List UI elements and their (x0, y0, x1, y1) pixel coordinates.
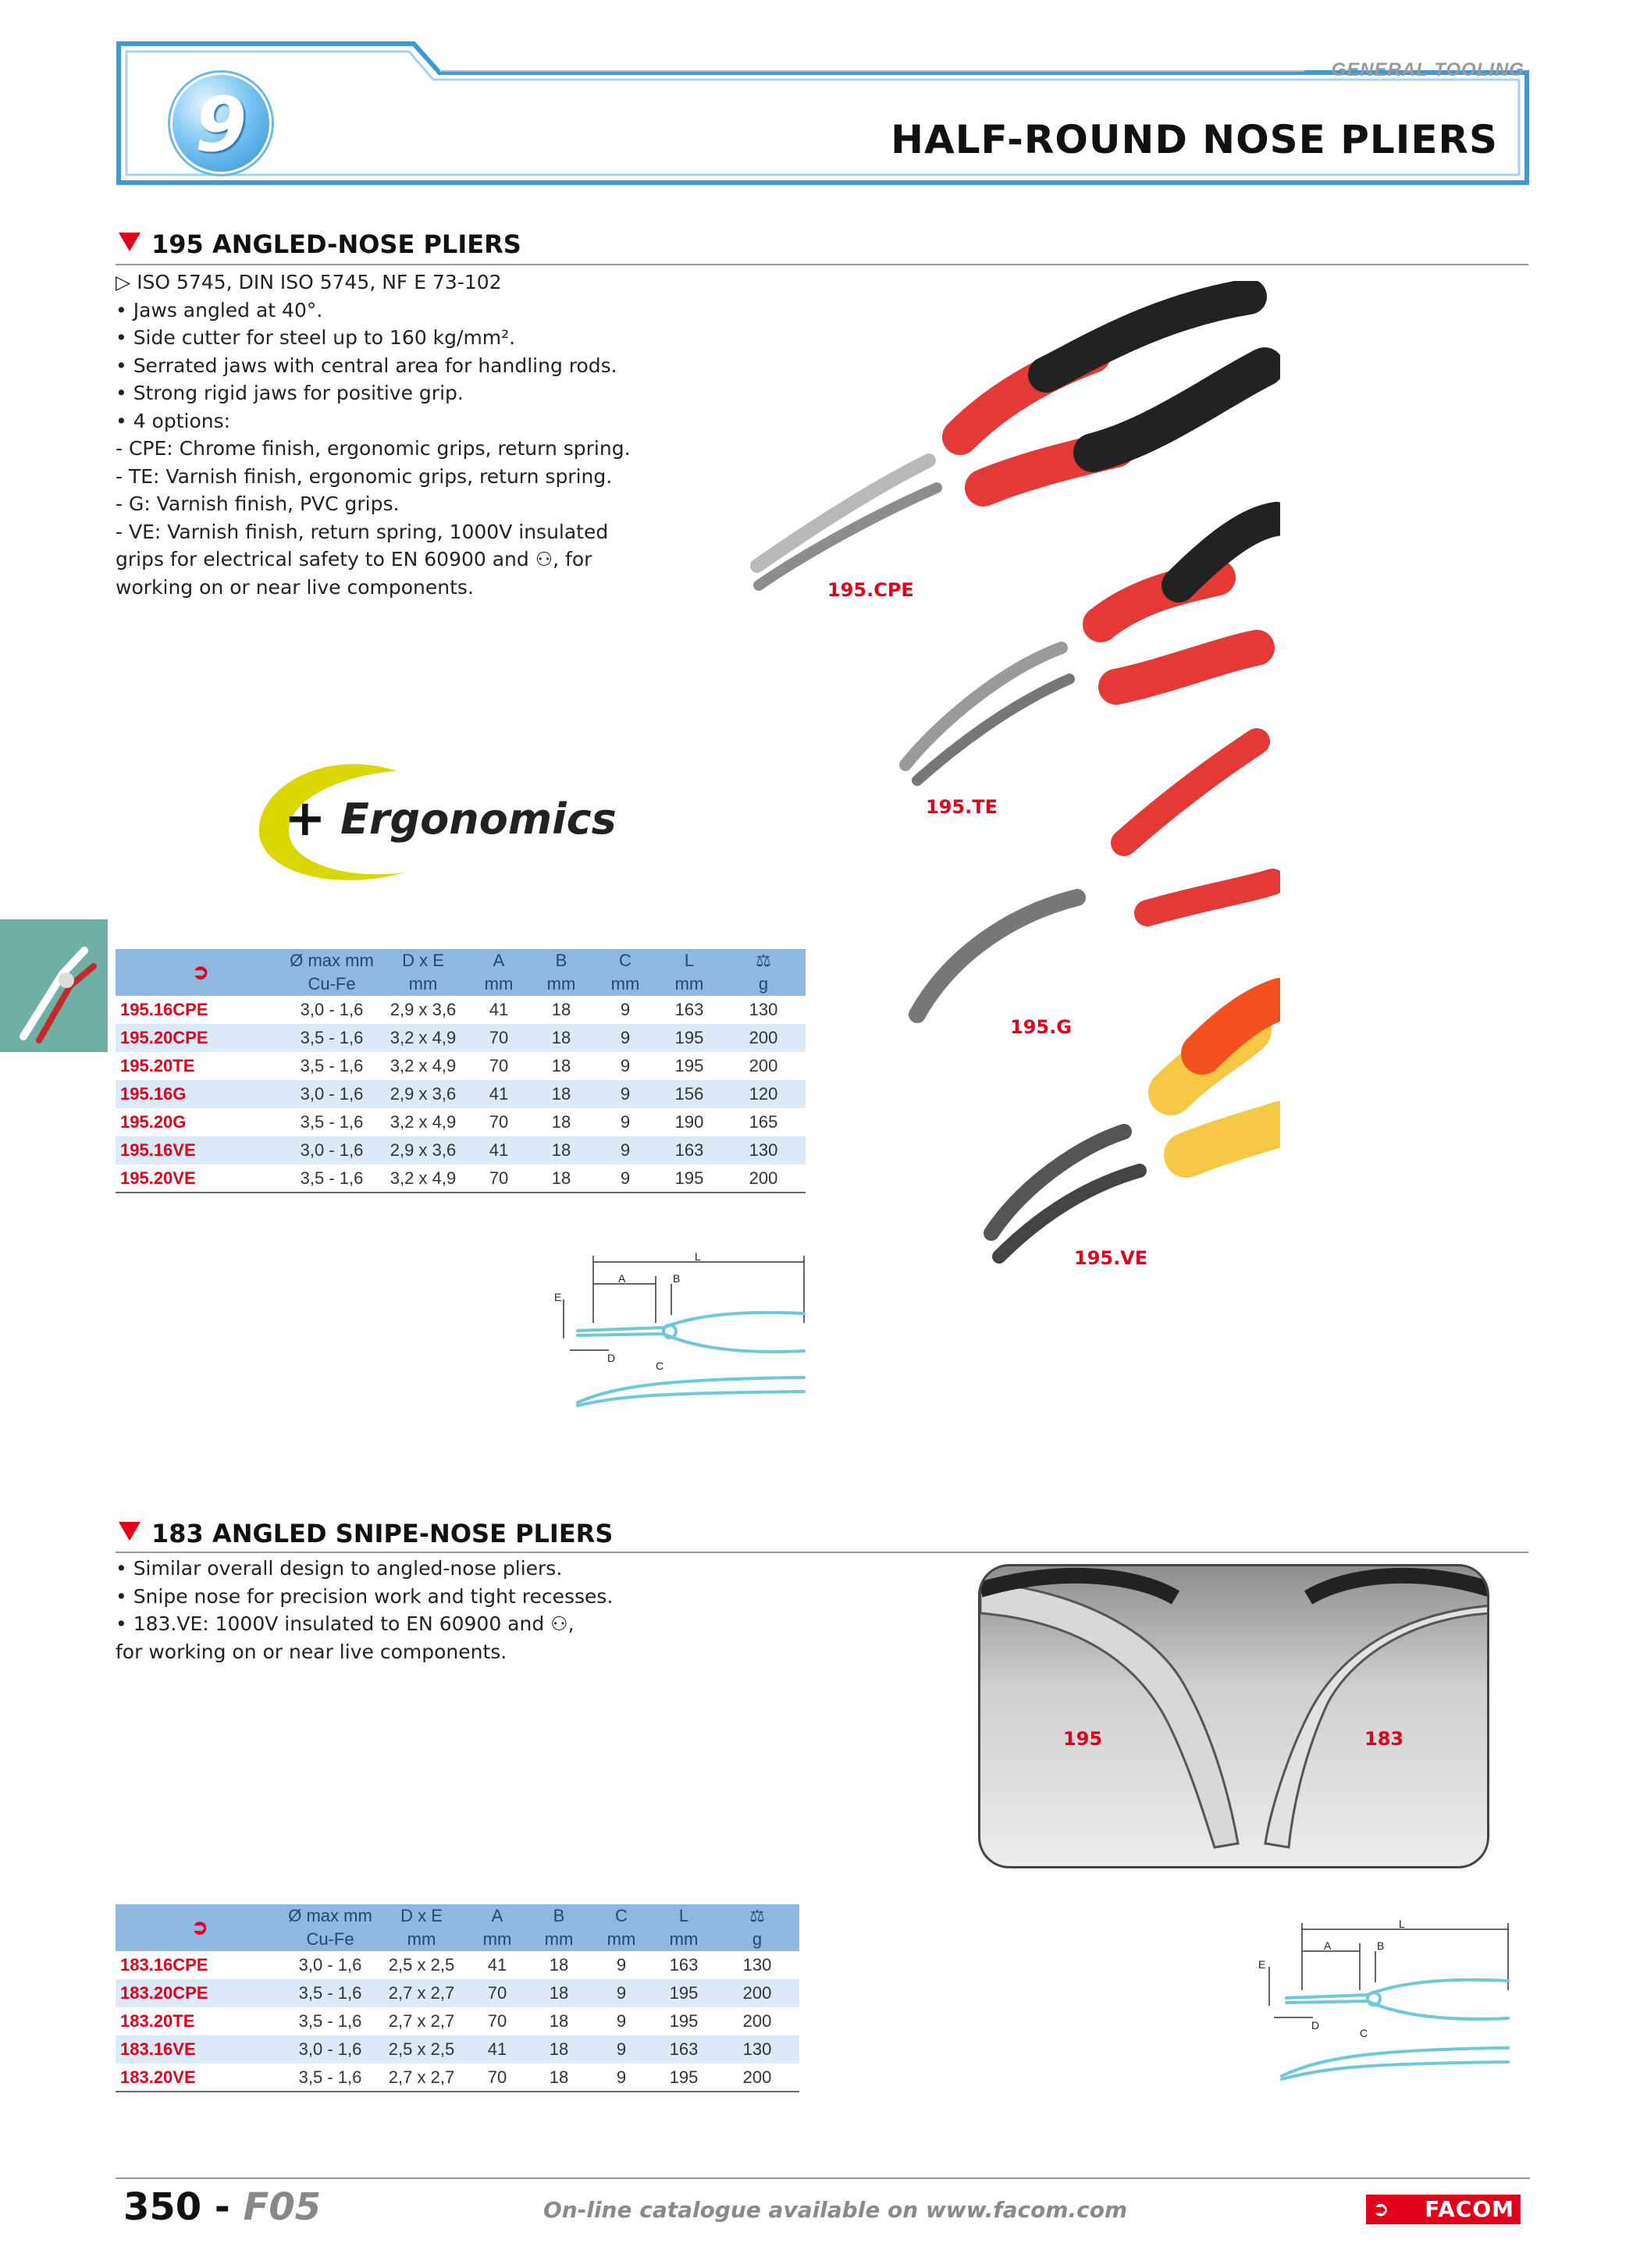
column-header: L (653, 1904, 715, 1928)
jaw-closeup-panel (978, 1564, 1489, 1868)
column-unit: mm (590, 1928, 653, 1951)
table-cell: 163 (653, 2035, 715, 2064)
reference-cell: 183.20TE (120, 2011, 195, 2031)
jaw-closeup-image (980, 1566, 1489, 1868)
page-number: 350 - F05 (123, 2185, 322, 2229)
column-unit: Cu-Fe (286, 972, 378, 996)
table-cell: 18 (528, 1979, 590, 2007)
reference-cell: 183.16VE (116, 2035, 284, 2064)
column-header: L (657, 949, 721, 972)
facom-arrow-icon: ➲ (191, 1915, 208, 1939)
section-183-description (116, 1555, 613, 1665)
column-header: C (593, 949, 657, 972)
desc-line: • 4 options: (116, 409, 231, 432)
red-triangle-icon (119, 233, 141, 251)
table-cell: 41 (489, 1000, 509, 1019)
table-header-row (116, 949, 806, 972)
table-cell: 9 (593, 1080, 657, 1108)
table-cell: 200 (742, 2011, 772, 2031)
desc-line: • 183.VE: 1000V insulated to EN 60900 and ⚇, (116, 1612, 575, 1635)
table-cell: 2,7 x 2,7 (388, 2011, 455, 2031)
table-cell: 70 (467, 2064, 528, 2092)
table-cell: 2,5 x 2,5 (376, 2035, 467, 2064)
desc-line: grips for electrical safety to EN 60900 and ⚇, for (116, 548, 592, 571)
reference-cell: 195.16CPE (120, 1000, 208, 1019)
category-tab (0, 919, 108, 1052)
table-row (116, 2007, 799, 2035)
table-row (116, 1108, 806, 1136)
dim-label-l: L (695, 1253, 701, 1263)
table-cell: 163 (669, 1955, 699, 1975)
table-cell: 41 (487, 1955, 507, 1975)
column-header: C (590, 1904, 653, 1928)
table-row (116, 2064, 799, 2092)
chapter-badge (170, 73, 272, 174)
column-header: A (468, 949, 529, 972)
table-cell: 195 (653, 2064, 715, 2092)
column-unit: mm (529, 972, 593, 996)
dim-label-e: E (554, 1291, 562, 1303)
page-code: F05 (243, 2185, 322, 2229)
column-unit: g (721, 972, 806, 996)
column-unit: g (715, 1928, 799, 1951)
table-cell: 9 (616, 2011, 627, 2031)
dim-label-c: C (656, 1360, 664, 1372)
table-cell: 41 (467, 2035, 528, 2064)
weight-icon: ⚖ (721, 949, 806, 972)
column-header: D x E (376, 1904, 467, 1928)
table-cell: 18 (528, 2064, 590, 2092)
table-cell: 9 (616, 1955, 627, 1975)
table-cell: 3,2 x 4,9 (378, 1024, 468, 1052)
desc-line: • Jaws angled at 40°. (116, 298, 323, 322)
reference-header (116, 1904, 284, 1951)
table-cell: 200 (721, 1164, 806, 1193)
table-cell: 2,5 x 2,5 (388, 1955, 455, 1975)
table-cell: 130 (721, 1136, 806, 1164)
table-cell: 200 (721, 1024, 806, 1052)
spec-table-195 (116, 949, 806, 1193)
table-row (116, 1024, 806, 1052)
table-cell: 195 (669, 2011, 699, 2031)
section-195-title: 195 ANGLED-NOSE PLIERS (119, 229, 521, 259)
table-cell: 18 (551, 1000, 571, 1019)
table-cell: 9 (620, 1056, 631, 1075)
column-header: B (529, 949, 593, 972)
weight-icon: ⚖ (715, 1904, 799, 1928)
column-header: D x E (378, 949, 468, 972)
reference-cell: 195.20TE (120, 1056, 195, 1075)
reference-header (116, 949, 286, 996)
table-cell: 70 (467, 1979, 528, 2007)
plier-195-g-image (917, 741, 1272, 1015)
section-label: GENERAL TOOLING (1331, 59, 1524, 80)
table-cell: 9 (593, 1136, 657, 1164)
dim-label-a: A (1324, 1939, 1332, 1952)
table-cell: 156 (657, 1080, 721, 1108)
table-cell: 3,5 - 1,6 (298, 2011, 362, 2031)
table-cell: 165 (749, 1112, 778, 1132)
table-cell: 18 (551, 1112, 571, 1132)
table-cell: 2,9 x 3,6 (378, 1136, 468, 1164)
table-header-row (116, 1904, 799, 1928)
plier-195-te-image (905, 519, 1276, 780)
desc-line: - VE: Varnish finish, return spring, 1000V insulated (116, 520, 609, 543)
table-cell: 3,5 - 1,6 (300, 1112, 364, 1132)
table-cell: 3,2 x 4,9 (390, 1112, 457, 1132)
desc-line: - CPE: Chrome finish, ergonomic grips, return spring. (116, 437, 631, 460)
table-cell: 9 (593, 1164, 657, 1193)
reference-cell: 183.20CPE (116, 1979, 284, 2007)
table-cell: 9 (593, 1024, 657, 1052)
column-unit: mm (653, 1928, 715, 1951)
table-cell: 3,0 - 1,6 (298, 1955, 362, 1975)
table-cell: 200 (715, 2064, 799, 2092)
desc-line: • Similar overall design to angled-nose pliers. (116, 1557, 563, 1580)
table-row (116, 996, 806, 1024)
table-cell: 3,0 - 1,6 (286, 1136, 378, 1164)
table-row (116, 2035, 799, 2064)
reference-cell: 195.20VE (116, 1164, 286, 1193)
ergonomics-label: Ergonomics (340, 795, 617, 844)
table-cell: 2,7 x 2,7 (376, 1979, 467, 2007)
table-cell: 18 (529, 1136, 593, 1164)
table-cell: 70 (468, 1164, 529, 1193)
desc-line: • Side cutter for steel up to 160 kg/mm². (116, 326, 516, 349)
table-cell: 18 (549, 1955, 569, 1975)
table-cell: 130 (742, 1955, 772, 1975)
desc-line: • Snipe nose for precision work and tight recesses. (116, 1584, 614, 1608)
table-cell: 3,0 - 1,6 (300, 1000, 364, 1019)
table-cell: 9 (590, 1979, 653, 2007)
column-header: Ø max mm (286, 949, 378, 972)
dim-label-b: B (1377, 1939, 1385, 1952)
section-183-title: 183 ANGLED SNIPE-NOSE PLIERS (119, 1519, 613, 1548)
facom-logo: ➲ FACOM (1366, 2195, 1521, 2224)
product-label-195-g: 195.G (1010, 1016, 1072, 1038)
spec-table-183 (116, 1904, 799, 2092)
column-unit: mm (593, 972, 657, 996)
table-cell: 3,2 x 4,9 (378, 1164, 468, 1193)
table-cell: 200 (715, 1979, 799, 2007)
column-unit: mm (376, 1928, 467, 1951)
section-195-rule (116, 264, 1528, 265)
table-cell: 3,5 - 1,6 (286, 1024, 378, 1052)
desc-line: • Strong rigid jaws for positive grip. (116, 382, 464, 404)
table-cell: 195 (657, 1164, 721, 1193)
table-cell: 163 (657, 1136, 721, 1164)
product-label-195-te: 195.TE (926, 796, 998, 818)
product-label-195-cpe: 195.CPE (827, 579, 914, 601)
table-row (116, 1164, 806, 1193)
table-cell: 130 (749, 1000, 778, 1019)
table-cell: 70 (489, 1112, 509, 1132)
table-cell: 2,9 x 3,6 (390, 1000, 457, 1019)
table-cell: 3,5 - 1,6 (300, 1056, 364, 1075)
table-cell: 2,7 x 2,7 (376, 2064, 467, 2092)
table-row (116, 1951, 799, 1979)
table-cell: 3,5 - 1,6 (284, 1979, 376, 2007)
chapter-number: 9 (194, 81, 247, 169)
table-cell: 3,2 x 4,9 (390, 1056, 457, 1075)
table-cell: 9 (620, 1000, 631, 1019)
dim-label-l: L (1399, 1920, 1405, 1930)
table-cell: 200 (749, 1056, 778, 1075)
table-row (116, 1080, 806, 1108)
table-row (116, 1052, 806, 1080)
desc-line: - TE: Varnish finish, ergonomic grips, return spring. (116, 464, 613, 488)
table-cell: 41 (468, 1136, 529, 1164)
reference-cell: 183.16CPE (120, 1955, 208, 1975)
table-cell: 70 (487, 2011, 507, 2031)
table-cell: 163 (674, 1000, 704, 1019)
dim-label-d: D (607, 1352, 616, 1364)
dimension-diagram-195 (554, 1253, 812, 1424)
desc-line: • Serrated jaws with central area for handling rods. (116, 354, 617, 377)
desc-line: - G: Varnish finish, PVC grips. (116, 492, 400, 515)
table-cell: 18 (529, 1024, 593, 1052)
section-195-description (116, 268, 631, 601)
table-cell: 70 (468, 1024, 529, 1052)
desc-line: working on or near live components. (116, 575, 474, 599)
table-cell: 3,0 - 1,6 (286, 1080, 378, 1108)
table-cell: 2,9 x 3,6 (378, 1080, 468, 1108)
table-cell: 18 (529, 1164, 593, 1193)
table-cell: 9 (590, 2064, 653, 2092)
reference-cell: 195.20CPE (116, 1024, 286, 1052)
dimension-diagram-183 (1258, 1920, 1516, 2092)
footer-rule (116, 2177, 1530, 2179)
table-cell: 3,0 - 1,6 (284, 2035, 376, 2064)
column-header: B (528, 1904, 590, 1928)
table-row (116, 1136, 806, 1164)
column-unit: mm (657, 972, 721, 996)
table-cell: 3,5 - 1,6 (284, 2064, 376, 2092)
table-cell: 18 (529, 1080, 593, 1108)
pliers-product-photos (749, 281, 1280, 1264)
table-cell: 195 (653, 1979, 715, 2007)
column-unit: Cu-Fe (284, 1928, 376, 1951)
reference-cell: 195.16G (116, 1080, 286, 1108)
dim-label-e: E (1258, 1958, 1266, 1971)
closeup-label-195: 195 (1063, 1728, 1103, 1750)
outline-triangle-icon: ▷ (116, 271, 131, 293)
plus-icon: + (284, 790, 326, 848)
column-unit: mm (528, 1928, 590, 1951)
table-row (116, 1979, 799, 2007)
table-cell: 9 (590, 2035, 653, 2064)
facom-arrow-icon: ➲ (1372, 2198, 1390, 2221)
red-triangle-icon (119, 1522, 141, 1541)
section-183-rule (116, 1552, 1528, 1553)
reference-cell: 183.20VE (116, 2064, 284, 2092)
plier-195-cpe-image (757, 297, 1265, 585)
reference-cell: 195.20G (120, 1112, 187, 1132)
column-unit: mm (378, 972, 468, 996)
facom-arrow-icon: ➲ (192, 960, 209, 983)
desc-line: for working on or near live components. (116, 1640, 507, 1663)
column-header: A (467, 1904, 528, 1928)
page-title: HALF-ROUND NOSE PLIERS (891, 117, 1498, 162)
section-label-rule (439, 69, 1304, 73)
table-cell: 9 (620, 1112, 631, 1132)
table-cell: 190 (674, 1112, 704, 1132)
closeup-label-183: 183 (1364, 1728, 1404, 1750)
table-cell: 18 (549, 2011, 569, 2031)
catalogue-link[interactable]: On-line catalogue available on www.facom.com (543, 2197, 1128, 2223)
table-cell: 18 (528, 2035, 590, 2064)
table-cell: 195 (674, 1056, 704, 1075)
table-cell: 70 (489, 1056, 509, 1075)
column-header: Ø max mm (284, 1904, 376, 1928)
table-cell: 120 (721, 1080, 806, 1108)
dim-label-b: B (673, 1272, 681, 1285)
header-frame (116, 41, 1530, 186)
pliers-thumbnail-icon (0, 919, 108, 1052)
dim-label-c: C (1360, 2027, 1368, 2039)
table-cell: 41 (468, 1080, 529, 1108)
product-label-195-ve: 195.VE (1074, 1247, 1148, 1269)
reference-cell: 195.16VE (116, 1136, 286, 1164)
table-cell: 3,5 - 1,6 (286, 1164, 378, 1193)
dim-label-a: A (618, 1272, 626, 1285)
table-cell: 195 (657, 1024, 721, 1052)
column-unit: mm (467, 1928, 528, 1951)
dim-label-d: D (1311, 2019, 1320, 2032)
table-cell: 18 (551, 1056, 571, 1075)
standards-line: ▷ ISO 5745, DIN ISO 5745, NF E 73-102 (116, 271, 502, 293)
table-cell: 130 (715, 2035, 799, 2064)
column-unit: mm (468, 972, 529, 996)
